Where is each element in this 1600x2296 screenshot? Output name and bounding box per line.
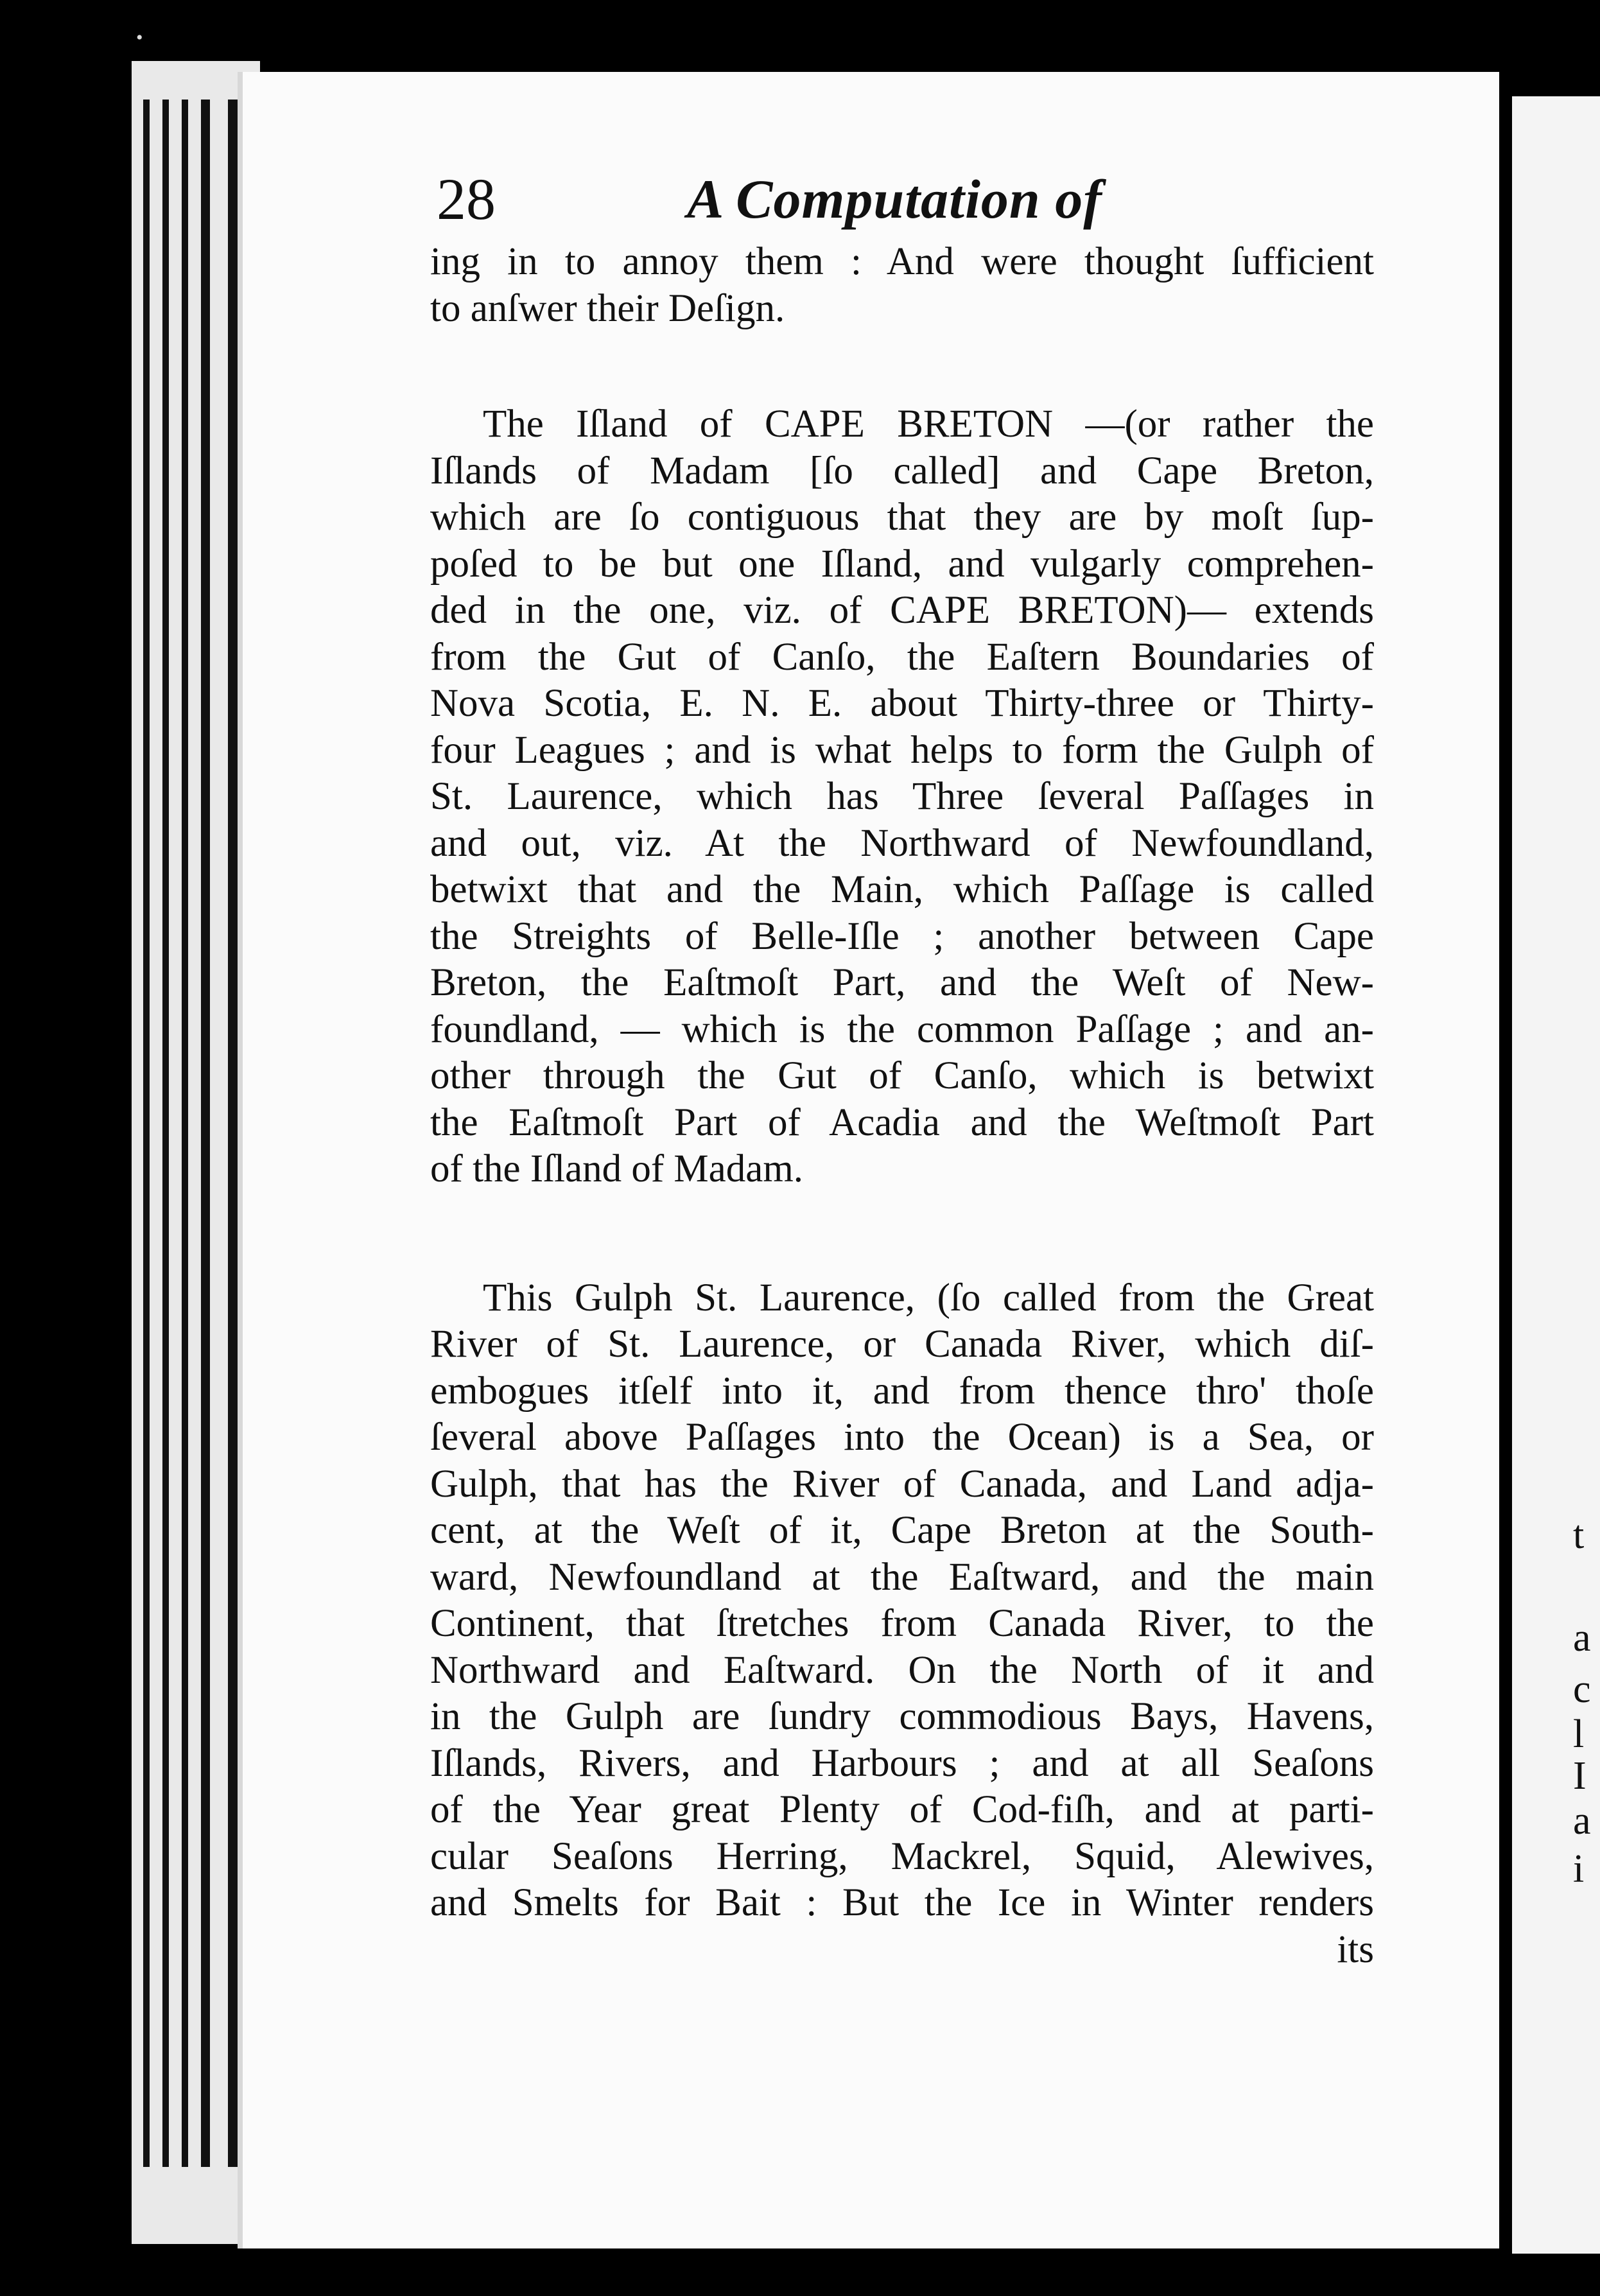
text-line: four Leagues ; and is what helps to form the Gulph of	[430, 728, 1374, 772]
text-line: Continent, that ſtretches from Canada River, to the	[430, 1602, 1374, 1645]
page-edge-line	[143, 100, 150, 2167]
page-number: 28	[437, 166, 496, 232]
facing-page-glyph: a	[1573, 1799, 1591, 1843]
body-text	[430, 239, 1374, 1973]
text-line: The Iſland of CAPE BRETON —(or rather the	[483, 403, 1374, 446]
text-line: the Eaſtmoſt Part of Acadia and the Weſtmoſt Part	[430, 1100, 1374, 1144]
paragraph-gap	[430, 1193, 1374, 1275]
text-line: Iſlands, Rivers, and Harbours ; and at all Seaſons	[430, 1741, 1374, 1785]
text-line: River of St. Laurence, or Canada River, which diſ-	[430, 1323, 1374, 1366]
stray-mark: •	[136, 27, 143, 48]
text-line: This Gulph St. Laurence, (ſo called from the Great	[483, 1276, 1374, 1319]
text-line: to anſwer their Deſign.	[430, 286, 785, 330]
facing-page-glyph: i	[1573, 1847, 1585, 1891]
text-line: Nova Scotia, E. N. E. about Thirty-three or Thirty-	[430, 682, 1374, 725]
text-line: and Smelts for Bait : But the Ice in Winter renders	[430, 1881, 1374, 1924]
paragraph-1	[430, 239, 1374, 332]
facing-page-glyph: c	[1573, 1667, 1591, 1711]
text-line: St. Laurence, which has Three ſeveral Paſſages in	[430, 775, 1374, 818]
text-line: which are ſo contiguous that they are by moſt ſup-	[430, 496, 1374, 539]
text-line: the Streights of Belle-Iſle ; another between Cape	[430, 914, 1374, 958]
paragraph-2	[430, 401, 1374, 1193]
facing-page-glyph: a	[1573, 1616, 1591, 1660]
text-line: poſed to be but one Iſland, and vulgarly comprehen-	[430, 542, 1374, 586]
catchword: its	[1337, 1927, 1374, 1971]
page-edge-line	[182, 100, 188, 2167]
text-line: ing in to annoy them : And were thought ſufficient	[430, 240, 1374, 283]
text-line: foundland, — which is the common Paſſage ; and an-	[430, 1007, 1374, 1051]
facing-page-sliver	[1512, 96, 1600, 2254]
text-line: from the Gut of Canſo, the Eaſtern Boundaries of	[430, 635, 1374, 679]
text-line: ded in the one, viz. of CAPE BRETON)— extends	[430, 589, 1374, 632]
text-line: Iſlands of Madam [ſo called] and Cape Breton,	[430, 449, 1374, 492]
page-header	[437, 164, 1413, 234]
text-line: Northward and Eaſtward. On the North of it and	[430, 1648, 1374, 1692]
facing-page-glyph: I	[1573, 1754, 1587, 1798]
text-line: cular Seaſons Herring, Mackrel, Squid, Alewives,	[430, 1834, 1374, 1878]
text-line: betwixt that and the Main, which Paſſage is called	[430, 868, 1374, 911]
text-line: in the Gulph are ſundry commodious Bays, Havens,	[430, 1695, 1374, 1738]
paragraph-3	[430, 1275, 1374, 1927]
text-line: and out, viz. At the Northward of Newfoundland,	[430, 821, 1374, 865]
text-line: Gulph, that has the River of Canada, and Land adja-	[430, 1462, 1374, 1506]
facing-page-glyph: t	[1573, 1513, 1585, 1557]
facing-page-glyph: l	[1573, 1712, 1585, 1756]
text-line: ſeveral above Paſſages into the Ocean) is a Sea, or	[430, 1416, 1374, 1459]
text-line: of the Year great Plenty of Cod-fiſh, and at parti-	[430, 1788, 1374, 1831]
running-title: A Computation of	[687, 168, 1102, 230]
text-line: Breton, the Eaſtmoſt Part, and the Weſt of New-	[430, 961, 1374, 1004]
text-line: ward, Newfoundland at the Eaſtward, and the main	[430, 1555, 1374, 1599]
text-line: other through the Gut of Canſo, which is betwixt	[430, 1054, 1374, 1097]
page-edge-line	[201, 100, 210, 2167]
paragraph-gap	[430, 332, 1374, 401]
page-edge-line	[162, 100, 169, 2167]
text-line: embogues itſelf into it, and from thence thro' thoſe	[430, 1369, 1374, 1413]
text-line: of the Iſland of Madam.	[430, 1147, 804, 1190]
text-line: cent, at the Weſt of it, Cape Breton at the South-	[430, 1509, 1374, 1552]
